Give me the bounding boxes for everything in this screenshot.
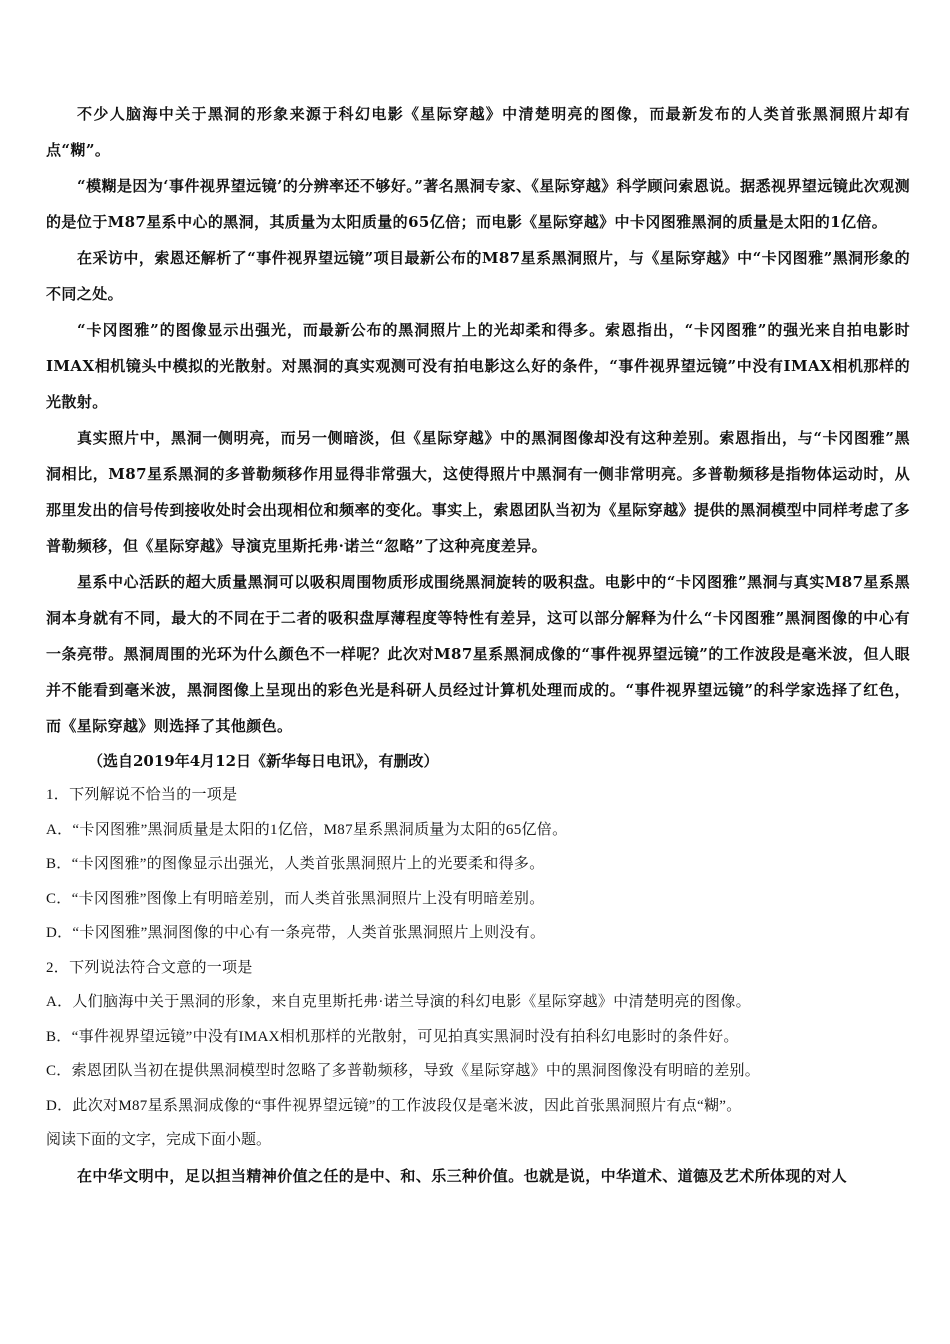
article-paragraph-3: 在采访中，索恩还解析了“事件视界望远镜”项目最新公布的M87星系黑洞照片，与《星际穿越》中“卡冈图雅”黑洞形象的不同之处。	[46, 249, 910, 303]
document-page	[46, 96, 910, 1194]
reading-instruction: 阅读下面的文字，完成下面小题。	[46, 1132, 272, 1148]
question-1-option-d: D．“卡冈图雅”黑洞图像的中心有一条亮带，人类首张黑洞照片上则没有。	[46, 925, 546, 941]
article-paragraph-6: 星系中心活跃的超大质量黑洞可以吸积周围物质形成围绕黑洞旋转的吸积盘。电影中的“卡冈图雅”黑洞与真实M87星系黑洞本身就有不同，最大的不同在于二者的吸积盘厚薄程度等特性有差异，这可以部分解释为什么“卡冈图雅”黑洞图像的中心有一条亮带。黑洞周围的光环为什么颜色不一样呢？此次对M87星系黑洞成像的“事件视界望远镜”的工作波段是毫米波，但人眼并不能看到毫米波，黑洞图像上呈现出的彩色光是科研人员经过计算机处理而成的。“事件视界望远镜”的科学家选择了红色，而《星际穿越》则选择了其他颜色。	[46, 573, 910, 735]
question-1-option-a: A．“卡冈图雅”黑洞质量是太阳的1亿倍，M87星系黑洞质量为太阳的65亿倍。	[46, 821, 568, 838]
article-paragraph-1: 不少人脑海中关于黑洞的形象来源于科幻电影《星际穿越》中清楚明亮的图像，而最新发布的人类首张黑洞照片却有点“糊”。	[46, 105, 910, 159]
next-passage-first-line: 在中华文明中，足以担当精神价值之任的是中、和、乐三种价值。也就是说，中华道术、道德及艺术所体现的对人	[77, 1166, 848, 1185]
article-paragraph-5: 真实照片中，黑洞一侧明亮，而另一侧暗淡，但《星际穿越》中的黑洞图像却没有这种差别。索恩指出，与“卡冈图雅”黑洞相比，M87星系黑洞的多普勒频移作用显得非常强大，这使得照片中黑洞有一侧非常明亮。多普勒频移是指物体运动时，从那里发出的信号传到接收处时会出现相位和频率的变化。事实上，索恩团队当初为《星际穿越》提供的黑洞模型中同样考虑了多普勒频移，但《星际穿越》导演克里斯托弗·诺兰“忽略”了这种亮度差异。	[46, 429, 910, 555]
question-1-option-c: C．“卡冈图雅”图像上有明暗差别，而人类首张黑洞照片上没有明暗差别。	[46, 890, 545, 907]
question-1-option-b: B．“卡冈图雅”的图像显示出强光，人类首张黑洞照片上的光要柔和得多。	[46, 856, 545, 872]
question-1-stem: 1．下列解说不恰当的一项是	[46, 787, 238, 803]
question-2-option-d: D．此次对M87星系黑洞成像的“事件视界望远镜”的工作波段仅是毫米波，因此首张黑洞照片有点“糊”。	[46, 1097, 742, 1114]
question-2-option-a: A．人们脑海中关于黑洞的形象，来自克里斯托弗·诺兰导演的科幻电影《星际穿越》中清楚明亮的图像。	[46, 994, 751, 1010]
article-source: （选自2019年4月12日《新华每日电讯》，有删改）	[88, 752, 439, 770]
article-paragraph-2: “模糊是因为‘事件视界望远镜’的分辨率还不够好。”著名黑洞专家、《星际穿越》科学顾问索恩说。据悉视界望远镜此次观测的是位于M87星系中心的黑洞，其质量为太阳质量的65亿倍；而电影《星际穿越》中卡冈图雅黑洞的质量是太阳的1亿倍。	[46, 177, 910, 231]
question-2-stem: 2．下列说法符合文意的一项是	[46, 959, 253, 976]
question-2-option-b: B．“事件视界望远镜”中没有IMAX相机那样的光散射，可见拍真实黑洞时没有拍科幻电影时的条件好。	[46, 1028, 739, 1045]
question-2-option-c: C．索恩团队当初在提供黑洞模型时忽略了多普勒频移，导致《星际穿越》中的黑洞图像没有明暗的差别。	[46, 1063, 761, 1079]
article-paragraph-4: “卡冈图雅”的图像显示出强光，而最新公布的黑洞照片上的光却柔和得多。索恩指出，“卡冈图雅”的强光来自拍电影时IMAX相机镜头中模拟的光散射。对黑洞的真实观测可没有拍电影这么好的条件，“事件视界望远镜”中没有IMAX相机那样的光散射。	[46, 321, 910, 411]
